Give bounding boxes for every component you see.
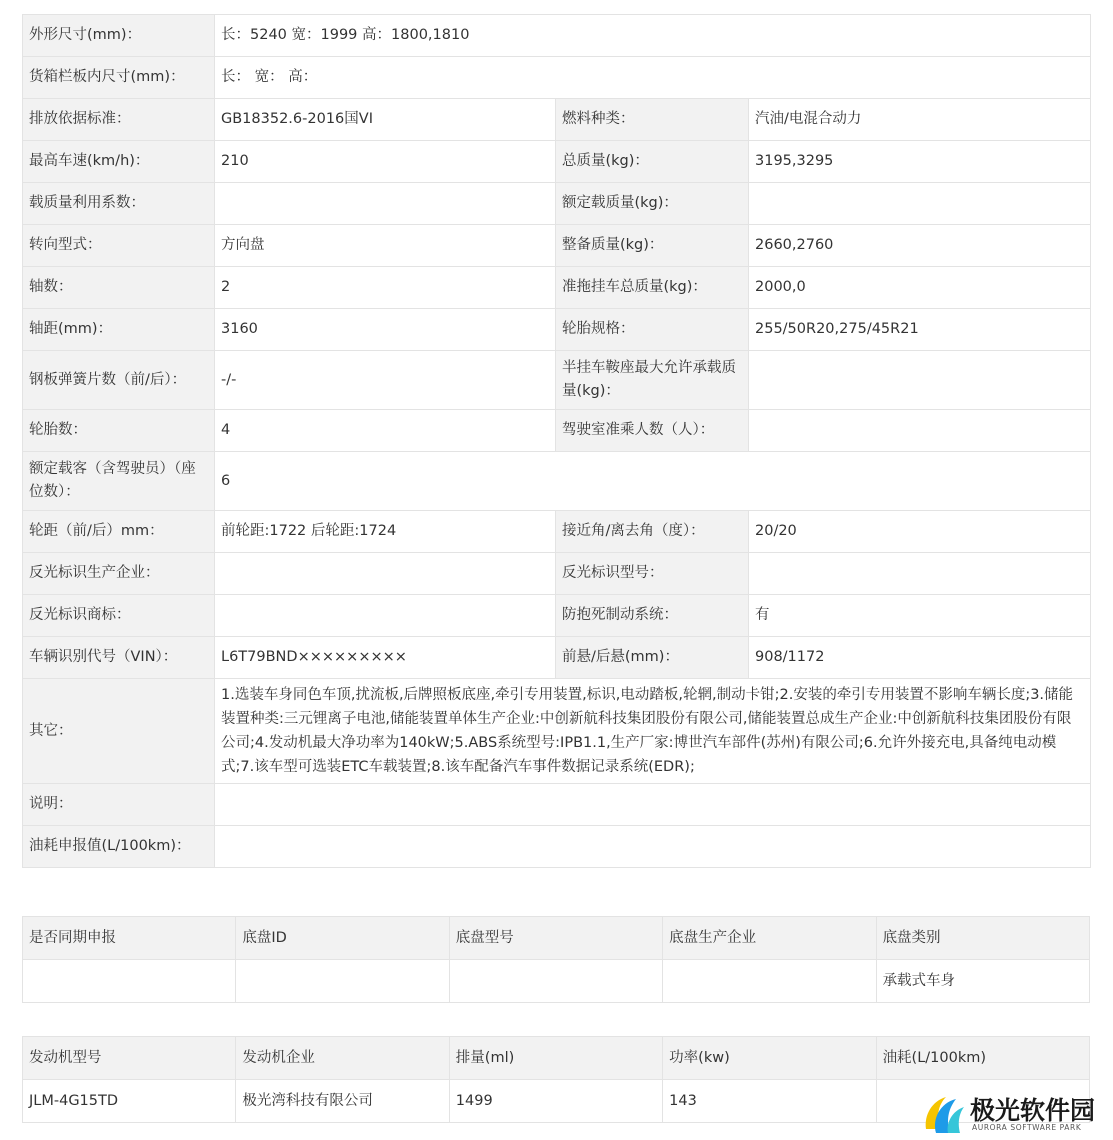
- spec-row: [23, 99, 1091, 141]
- table-cell: 143: [663, 1080, 876, 1123]
- spec-label: 驾驶室准乘人数（人）：: [556, 410, 749, 452]
- column-header: 底盘型号: [449, 917, 662, 960]
- spec-label: 油耗申报值(L/100km)：: [23, 826, 215, 868]
- spec-row: [23, 410, 1091, 452]
- column-header: 功率(kw): [663, 1037, 876, 1080]
- table-cell: 极光湾科技有限公司: [236, 1080, 449, 1123]
- aurora-logo-icon: [920, 1089, 968, 1137]
- spec-value: 2: [215, 267, 556, 309]
- spec-label: 最高车速(km/h)：: [23, 141, 215, 183]
- spec-value: 908/1172: [749, 637, 1091, 679]
- column-header: 发动机企业: [236, 1037, 449, 1080]
- spec-value: L6T79BND×××××××××: [215, 637, 556, 679]
- table-header-row: [23, 917, 1090, 960]
- spec-value: 3160: [215, 309, 556, 351]
- spec-label: 轮胎规格：: [556, 309, 749, 351]
- spec-label: 其它：: [23, 679, 215, 784]
- spec-row-dimensions: [23, 15, 1091, 57]
- spec-value: 2000,0: [749, 267, 1091, 309]
- spec-value: 20/20: [749, 511, 1091, 553]
- spec-row: [23, 141, 1091, 183]
- spec-value: 方向盘: [215, 225, 556, 267]
- table-row: [23, 960, 1090, 1003]
- spec-row: [23, 183, 1091, 225]
- spec-label: 轴距(mm)：: [23, 309, 215, 351]
- column-header: 底盘ID: [236, 917, 449, 960]
- spec-value: [215, 826, 1091, 868]
- spec-value: 汽油/电混合动力: [749, 99, 1091, 141]
- spec-row: [23, 309, 1091, 351]
- spec-value: [749, 410, 1091, 452]
- spec-row-other: [23, 679, 1091, 784]
- table-cell: JLM-4G15TD: [23, 1080, 236, 1123]
- spec-value: 2660,2760: [749, 225, 1091, 267]
- spec-value: 3195,3295: [749, 141, 1091, 183]
- spec-label: 车辆识别代号（VIN）：: [23, 637, 215, 679]
- spec-label: 转向型式：: [23, 225, 215, 267]
- spec-label: 整备质量(kg)：: [556, 225, 749, 267]
- spec-value: [215, 595, 556, 637]
- spec-label: 载质量利用系数：: [23, 183, 215, 225]
- spec-row: [23, 267, 1091, 309]
- spec-label: 反光标识商标：: [23, 595, 215, 637]
- spec-row: [23, 637, 1091, 679]
- column-header: 底盘类别: [876, 917, 1089, 960]
- chassis-table: [22, 916, 1090, 1003]
- column-header: 是否同期申报: [23, 917, 236, 960]
- spec-label: 准拖挂车总质量(kg)：: [556, 267, 749, 309]
- spec-value: 210: [215, 141, 556, 183]
- spec-value: 长：5240 宽：1999 高：1800,1810: [215, 15, 1091, 57]
- spec-value: GB18352.6-2016国VI: [215, 99, 556, 141]
- spec-label: 轴数：: [23, 267, 215, 309]
- spec-label: 半挂车鞍座最大允许承载质量(kg)：: [556, 351, 749, 410]
- column-header: 底盘生产企业: [663, 917, 876, 960]
- spec-row-passengers: [23, 452, 1091, 511]
- spec-value: [215, 553, 556, 595]
- spec-row: [23, 225, 1091, 267]
- spec-row: [23, 595, 1091, 637]
- spec-label: 排放依据标准：: [23, 99, 215, 141]
- spec-row: [23, 553, 1091, 595]
- spec-row-fuel-consumption: [23, 826, 1091, 868]
- table-cell: [236, 960, 449, 1003]
- table-header-row: [23, 1037, 1090, 1080]
- watermark-name: 极光软件园: [970, 1096, 1096, 1125]
- spec-label: 总质量(kg)：: [556, 141, 749, 183]
- spec-value: 长： 宽： 高：: [215, 57, 1091, 99]
- spec-label: 接近角/离去角（度）：: [556, 511, 749, 553]
- spec-value: [749, 553, 1091, 595]
- spec-label: 额定载客（含驾驶员）（座位数）：: [23, 452, 215, 511]
- spec-value: [749, 183, 1091, 225]
- spec-label: 货箱栏板内尺寸(mm)：: [23, 57, 215, 99]
- spec-label: 防抱死制动系统：: [556, 595, 749, 637]
- spec-label: 外形尺寸(mm)：: [23, 15, 215, 57]
- spec-value: 6: [215, 452, 1091, 511]
- vehicle-spec-table: [22, 14, 1091, 868]
- spec-row-cargo-box: [23, 57, 1091, 99]
- spec-row-note: [23, 784, 1091, 826]
- spec-value: [215, 183, 556, 225]
- spec-label: 反光标识生产企业：: [23, 553, 215, 595]
- spec-label: 轮距（前/后）mm：: [23, 511, 215, 553]
- spec-label: 额定载质量(kg)：: [556, 183, 749, 225]
- table-cell: 1499: [449, 1080, 662, 1123]
- spec-value: 1.选装车身同色车顶,扰流板,后牌照板底座,牵引专用装置,标识,电动踏板,轮辋,制动卡钳;2.安装的牵引专用装置不影响车辆长度;3.储能装置种类:三元锂离子电池,储能装置单体生产企业:中创新航科技集团股份有限公司,储能装置总成生产企业:中创新航科技集团股份有限公司;4.发动机最大净功率为140kW;5.ABS系统型号:IPB1.1,生产厂家:博世汽车部件(苏州)有限公司;6.允许外接充电,具备纯电动模式;7.该车型可选装ETC车载装置;8.该车配备汽车事件数据记录系统(EDR);: [215, 679, 1091, 784]
- spec-row: [23, 511, 1091, 553]
- spec-value: [215, 784, 1091, 826]
- column-header: 排量(ml): [449, 1037, 662, 1080]
- table-cell: 承载式车身: [876, 960, 1089, 1003]
- spec-value: 255/50R20,275/45R21: [749, 309, 1091, 351]
- spec-label: 燃料种类：: [556, 99, 749, 141]
- spec-row: [23, 351, 1091, 410]
- spec-label: 前悬/后悬(mm)：: [556, 637, 749, 679]
- spec-value: [749, 351, 1091, 410]
- column-header: 发动机型号: [23, 1037, 236, 1080]
- table-cell: [23, 960, 236, 1003]
- column-header: 油耗(L/100km): [876, 1037, 1089, 1080]
- table-cell: [663, 960, 876, 1003]
- watermark-subtitle: AURORA SOFTWARE PARK: [972, 1123, 1082, 1132]
- spec-label: 反光标识型号：: [556, 553, 749, 595]
- spec-label: 钢板弹簧片数（前/后）：: [23, 351, 215, 410]
- spec-value: 前轮距:1722 后轮距:1724: [215, 511, 556, 553]
- watermark-logo: [920, 1087, 1105, 1139]
- spec-label: 轮胎数：: [23, 410, 215, 452]
- spec-value: 4: [215, 410, 556, 452]
- spec-value: -/-: [215, 351, 556, 410]
- table-cell: [449, 960, 662, 1003]
- spec-value: 有: [749, 595, 1091, 637]
- spec-label: 说明：: [23, 784, 215, 826]
